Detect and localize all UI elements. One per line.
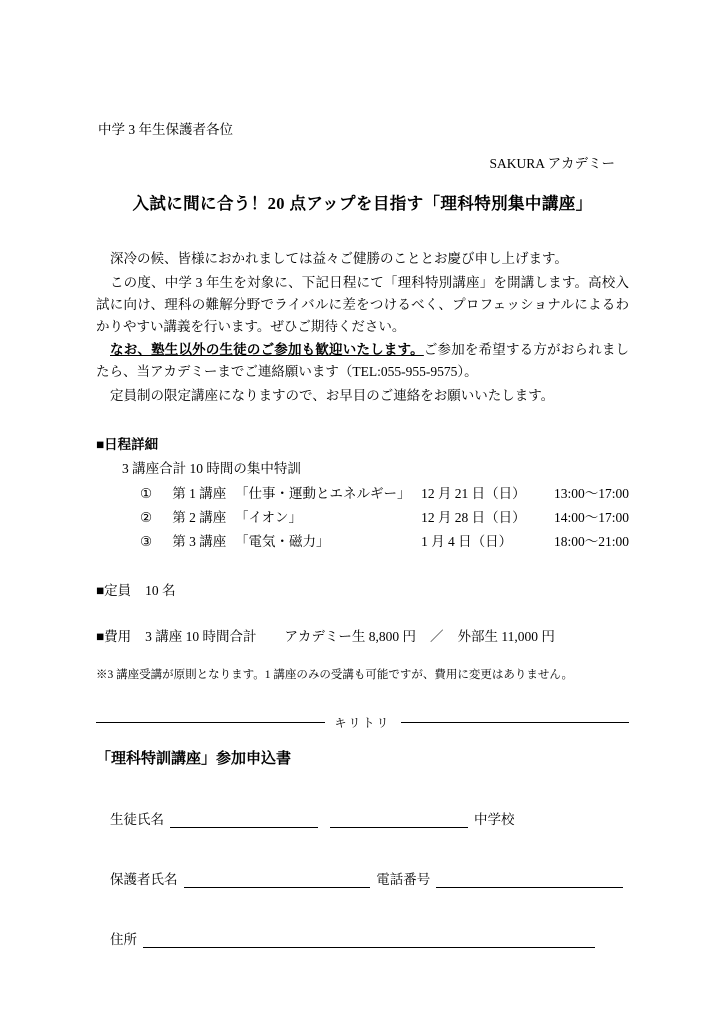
schedule-topic: 「イオン」 xyxy=(234,509,303,525)
schedule-row xyxy=(140,508,629,529)
greeting-paragraph: 深冷の候、皆様におかれましては益々ご健勝のこととお慶び申し上げます。 xyxy=(110,251,568,266)
schedule-date: 1 月 4 日（日） xyxy=(421,533,513,549)
schedule-row xyxy=(140,532,629,553)
capacity-line xyxy=(96,579,629,599)
cut-label: キリトリ xyxy=(334,715,391,730)
phone-label: 電話番号 xyxy=(376,871,431,887)
schedule-course-name: 第 3 講座 xyxy=(172,533,227,549)
guardian-name-input[interactable] xyxy=(184,873,371,888)
fee-nonmember: 外部生 11,000 円 xyxy=(457,628,555,644)
schedule-heading: ■日程詳細 xyxy=(96,437,159,453)
schedule-number: ② xyxy=(140,509,153,525)
welcome-rest: ご参加を希望する方がおられましたら、当アカデミーまでご連絡願います（TEL:055-955-9575）。 xyxy=(96,342,630,380)
addressee-line: 中学 3 年生保護者各位 xyxy=(98,122,233,137)
welcome-emphasis: なお、塾生以外の生徒のご参加も歓迎いたします。 xyxy=(110,342,424,358)
cut-line-left xyxy=(96,722,325,723)
schedule-date: 12 月 21 日（日） xyxy=(421,485,526,501)
schedule-number: ③ xyxy=(140,533,153,549)
closing-paragraph: 定員制の限定講座になりますので、お早目のご連絡をお願いいたします。 xyxy=(110,388,555,404)
cut-line-right xyxy=(401,722,630,723)
school-suffix-label: 中学校 xyxy=(474,811,515,827)
form-title: 「理科特訓講座」参加申込書 xyxy=(96,750,292,767)
schedule-time: 18:00〜21:00 xyxy=(554,533,630,549)
schedule-topic: 「電気・磁力」 xyxy=(234,533,330,549)
intro-paragraph: この度、中学 3 年生を対象に、下記日程にて「理科特別講座」を開講します。高校入試に向け、理科の難解分野でライバルに差をつけるべく、プロフェッショナルによるわかりやすい講義を行います。ぜひご期待ください。 xyxy=(96,274,629,334)
schedule-course-name: 第 1 講座 xyxy=(172,485,227,501)
student-name-input[interactable] xyxy=(170,813,318,828)
schedule-topic: 「仕事・運動とエネルギー」 xyxy=(234,485,411,501)
capacity-heading: ■定員 xyxy=(96,582,132,598)
capacity-value: 10 名 xyxy=(145,582,176,598)
schedule-time: 13:00〜17:00 xyxy=(554,485,630,501)
sender-line: SAKURA アカデミー xyxy=(489,156,615,171)
schedule-number: ① xyxy=(140,485,153,501)
fee-separator: ／ xyxy=(430,628,444,644)
welcome-paragraph xyxy=(96,339,629,383)
student-name-label: 生徒氏名 xyxy=(110,811,164,827)
form-row-guardian-phone xyxy=(96,868,629,888)
schedule-row xyxy=(140,484,629,505)
fee-detail: 3 講座 10 時間合計 xyxy=(145,628,257,644)
fee-heading: ■費用 xyxy=(96,628,132,644)
phone-input[interactable] xyxy=(436,873,623,888)
address-label: 住所 xyxy=(110,931,137,947)
school-name-input[interactable] xyxy=(330,813,468,828)
guardian-name-label: 保護者氏名 xyxy=(110,871,178,887)
schedule-subheading: 3 講座合計 10 時間の集中特訓 xyxy=(122,461,301,477)
cut-separator xyxy=(96,714,629,731)
fee-member: アカデミー生 8,800 円 xyxy=(284,628,417,644)
schedule-time: 14:00〜17:00 xyxy=(554,509,630,525)
form-row-address xyxy=(96,928,629,948)
fee-line xyxy=(96,625,629,645)
schedule-course-name: 第 2 講座 xyxy=(172,509,227,525)
form-row-student xyxy=(96,808,629,828)
schedule-date: 12 月 28 日（日） xyxy=(421,509,526,525)
fee-note: ※3 講座受講が原則となります。1 講座のみの受講も可能ですが、費用に変更はありません。 xyxy=(96,668,574,681)
address-input[interactable] xyxy=(143,933,595,948)
page-title: 入試に間に合う！20 点アップを目指す「理科特別集中講座」 xyxy=(132,194,593,213)
